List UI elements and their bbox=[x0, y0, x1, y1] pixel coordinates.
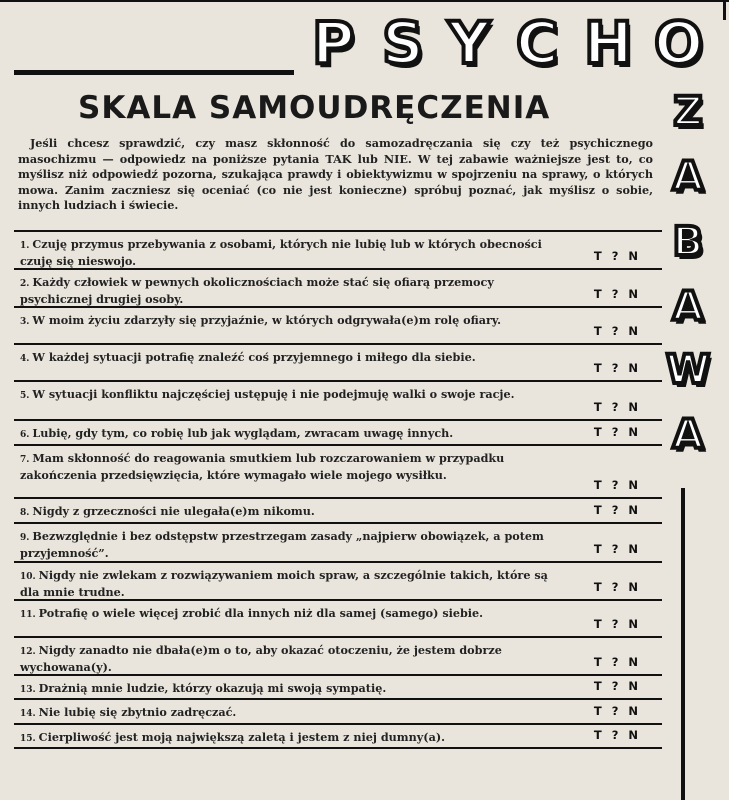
masthead-letter: A bbox=[672, 412, 704, 458]
question-body: W sytuacji konfliktu najczęściej ustępuję i nie podejmuję walki o swoje racje. bbox=[32, 387, 515, 401]
question-number: 12. bbox=[20, 647, 36, 657]
question-body: W każdej sytuacji potrafię znaleźć coś przyjemnego i miłego dla siebie. bbox=[32, 350, 476, 364]
answer-options: T ? N bbox=[593, 400, 638, 414]
question-body: Nigdy nie zwlekam z rozwiązywaniem moich spraw, a szczególnie takich, które są dla mnie trudne. bbox=[20, 568, 548, 599]
answer-options: T ? N bbox=[593, 478, 638, 492]
question-list bbox=[14, 230, 662, 749]
question-number: 2. bbox=[20, 279, 30, 289]
question-body: Potrafię o wiele więcej zrobić dla innych niż dla samej (samego) siebie. bbox=[38, 606, 484, 620]
question-row bbox=[14, 306, 662, 343]
question-number: 8. bbox=[20, 508, 30, 518]
answer-options: T ? N bbox=[593, 704, 638, 718]
masthead-letter: A bbox=[672, 284, 704, 330]
masthead-letter: A bbox=[672, 154, 704, 200]
answer-options: T ? N bbox=[593, 580, 638, 594]
answer-options: T ? N bbox=[593, 324, 638, 338]
masthead-letter: Y bbox=[448, 9, 490, 77]
intro-paragraph: Jeśli chcesz sprawdzić, czy masz skłonność do samozadręczania się czy też psychicznego masochizmu — odpowiedz na poniższe pytania TAK lub NIE. W tej zabawie ważniejsze jest to, co myślisz niż odpowiedź pozorna, szukająca prawdy i obiektywizmu w spojrzeniu na sprawy, o których mowa. Zanim zaczniesz się oceniać (co nie jest konieczne) spróbuj poznać, jak myślisz o sobie, innych ludziach i świecie. bbox=[18, 136, 653, 213]
masthead-letter: H bbox=[584, 9, 633, 77]
question-text bbox=[20, 568, 560, 599]
question-body: Mam skłonność do reagowania smutkiem lub rozczarowaniem w przypadku zakończenia przedsięwzięcia, które wymagało wiele mojego wysiłku. bbox=[20, 451, 505, 482]
question-row bbox=[14, 561, 662, 599]
answer-options: T ? N bbox=[593, 249, 638, 263]
masthead-letter: S bbox=[382, 9, 424, 77]
question-text bbox=[20, 705, 560, 722]
masthead-letter: C bbox=[516, 9, 559, 77]
question-text bbox=[20, 387, 560, 404]
question-row bbox=[14, 636, 662, 674]
question-number: 1. bbox=[20, 241, 30, 251]
question-body: Czuję przymus przebywania z osobami, których nie lubię lub w których obecności czuję się nieswojo. bbox=[20, 237, 542, 268]
question-number: 14. bbox=[20, 709, 36, 719]
question-row bbox=[14, 343, 662, 380]
question-number: 10. bbox=[20, 572, 36, 582]
question-number: 9. bbox=[20, 533, 30, 543]
question-body: Nigdy zanadto nie dbała(e)m o to, aby okazać otoczeniu, że jestem dobrze wychowana(y). bbox=[20, 643, 502, 674]
question-number: 7. bbox=[20, 455, 30, 465]
answer-options: T ? N bbox=[593, 287, 638, 301]
question-text bbox=[20, 643, 560, 674]
question-body: Cierpliwość jest moją największą zaletą i jestem z niej dumny(a). bbox=[38, 730, 446, 744]
question-number: 11. bbox=[20, 610, 36, 620]
masthead-letter: O bbox=[654, 9, 704, 77]
question-number: 6. bbox=[20, 430, 30, 440]
question-row bbox=[14, 599, 662, 636]
answer-options: T ? N bbox=[593, 503, 638, 517]
question-row bbox=[14, 268, 662, 306]
answer-options: T ? N bbox=[593, 679, 638, 693]
question-number: 15. bbox=[20, 734, 36, 744]
page-title: SKALA SAMOUDRĘCZENIA bbox=[78, 90, 551, 126]
question-text bbox=[20, 606, 560, 623]
question-text bbox=[20, 275, 560, 306]
masthead-letter: P bbox=[312, 9, 355, 77]
question-body: Każdy człowiek w pewnych okolicznościach może stać się ofiarą przemocy psychicznej drugiej osoby. bbox=[20, 275, 494, 306]
masthead-rule bbox=[14, 70, 294, 75]
answer-options: T ? N bbox=[593, 361, 638, 375]
question-row bbox=[14, 522, 662, 561]
question-row bbox=[14, 698, 662, 723]
question-body: Bezwzględnie i bez odstępstw przestrzegam zasady „najpierw obowiązek, a potem przyjemność”. bbox=[20, 529, 544, 560]
question-text bbox=[20, 681, 560, 698]
question-text bbox=[20, 529, 560, 560]
question-row bbox=[14, 497, 662, 522]
question-body: Drażnią mnie ludzie, którzy okazują mi swoją sympatię. bbox=[38, 681, 387, 695]
question-text bbox=[20, 350, 560, 367]
masthead-letter: W bbox=[665, 347, 711, 393]
question-row bbox=[14, 674, 662, 698]
question-body: Nie lubię się zbytnio zadręczać. bbox=[38, 705, 237, 719]
question-text bbox=[20, 730, 560, 747]
question-body: W moim życiu zdarzyły się przyjaźnie, w których odgrywała(e)m rolę ofiary. bbox=[32, 313, 502, 327]
masthead-letter: Z bbox=[673, 89, 703, 135]
answer-options: T ? N bbox=[593, 425, 638, 439]
question-row bbox=[14, 444, 662, 497]
right-rule bbox=[723, 0, 726, 20]
answer-options: T ? N bbox=[593, 728, 638, 742]
question-row bbox=[14, 380, 662, 419]
question-text bbox=[20, 426, 560, 443]
question-row bbox=[14, 723, 662, 749]
question-text bbox=[20, 313, 560, 330]
question-number: 5. bbox=[20, 391, 30, 401]
question-text bbox=[20, 451, 560, 482]
answer-options: T ? N bbox=[593, 617, 638, 631]
vertical-rule bbox=[681, 488, 685, 800]
question-body: Lubię, gdy tym, co robię lub jak wyglądam, zwracam uwagę innych. bbox=[32, 426, 454, 440]
question-text bbox=[20, 504, 560, 521]
answer-options: T ? N bbox=[593, 542, 638, 556]
masthead-letter: B bbox=[672, 219, 704, 265]
question-number: 3. bbox=[20, 317, 30, 327]
answer-options: T ? N bbox=[593, 655, 638, 669]
question-row bbox=[14, 230, 662, 268]
top-rule bbox=[0, 0, 729, 2]
question-text bbox=[20, 237, 560, 268]
question-number: 4. bbox=[20, 354, 30, 364]
question-row bbox=[14, 419, 662, 444]
question-number: 13. bbox=[20, 685, 36, 695]
question-body: Nigdy z grzeczności nie ulegała(e)m nikomu. bbox=[32, 504, 315, 518]
